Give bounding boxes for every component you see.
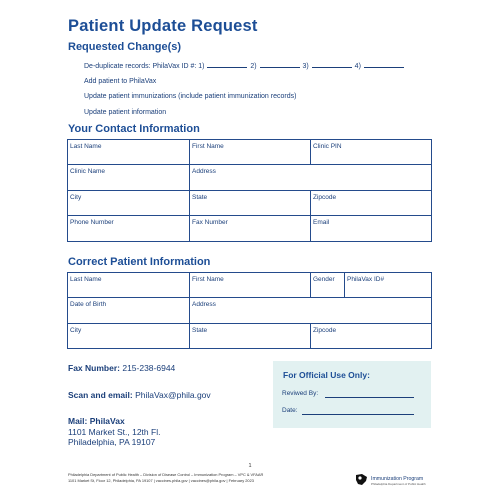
date-of-birth-field[interactable]: Date of Birth [68, 298, 190, 324]
page-title: Patient Update Request [68, 17, 258, 35]
contact-info-heading: Your Contact Information [68, 123, 200, 135]
update-patient-info-option[interactable]: Update patient information [84, 108, 167, 116]
immunization-program-logo [354, 472, 434, 488]
fax-label: Fax Number: [68, 363, 120, 373]
fax-submission [68, 363, 175, 373]
dedupe-label: De-duplicate records: PhilaVax ID #: 1) [84, 63, 205, 70]
patient-first-name-field[interactable]: First Name [190, 273, 311, 298]
philavax-id-3-field[interactable] [312, 60, 352, 68]
contact-first-name-field[interactable]: First Name [190, 140, 311, 165]
contact-info-table [67, 139, 432, 242]
contact-state-field[interactable]: State [190, 191, 311, 216]
patient-info-heading: Correct Patient Information [68, 256, 211, 268]
fax-number-field[interactable]: Fax Number [190, 216, 311, 242]
philavax-id-1-field[interactable] [207, 60, 247, 68]
official-use-heading: For Official Use Only: [283, 370, 370, 380]
mail-address-line1: 1101 Market St., 12th Fl. [68, 426, 161, 437]
email-value[interactable]: PhilaVax@phila.gov [135, 390, 211, 400]
footer-line-1: Philadelphia Department of Public Health – Division of Disease Control – Immunization Program – VPC & VFAAR [68, 472, 264, 477]
contact-address-field[interactable]: Address [190, 165, 432, 191]
dedupe-label-3: 3) [302, 63, 309, 70]
mail-submission [68, 416, 160, 448]
reviewed-by-label: Reviwed By: [282, 390, 319, 397]
clinic-name-field[interactable]: Clinic Name [68, 165, 190, 191]
add-patient-option[interactable]: Add patient to PhilaVax [84, 77, 157, 85]
date-field[interactable] [302, 414, 414, 415]
clinic-pin-field[interactable]: Clinic PIN [311, 140, 432, 165]
patient-city-field[interactable]: City [68, 324, 190, 349]
philavax-id-2-field[interactable] [260, 60, 300, 68]
email-submission [68, 390, 211, 400]
mail-address-line2: Philadelphia, PA 19107 [68, 437, 156, 447]
patient-state-field[interactable]: State [190, 324, 311, 349]
requested-changes-list [84, 60, 405, 122]
contact-zipcode-field[interactable]: Zipcode [311, 191, 432, 216]
patient-last-name-field[interactable]: Last Name [68, 273, 190, 298]
official-use-box [273, 361, 431, 428]
program-logo-icon [354, 472, 369, 487]
footer-line-2: 1101 Market St, Floor 12, Philadelphia, PA 19107 | vaccines.phila.gov | vaccines@phila.gov | February 2023 [68, 478, 254, 483]
contact-last-name-field[interactable]: Last Name [68, 140, 190, 165]
patient-zipcode-field[interactable]: Zipcode [311, 324, 432, 349]
date-label: Date: [282, 407, 298, 414]
contact-city-field[interactable]: City [68, 191, 190, 216]
dedupe-label-4: 4) [354, 63, 361, 70]
logo-text: Immunization Program [371, 476, 424, 482]
fax-value: 215-238-6944 [122, 363, 176, 373]
update-immunizations-option[interactable]: Update patient immunizations (include patient immunization records) [84, 93, 297, 100]
patient-address-field[interactable]: Address [190, 298, 432, 324]
mail-label: Mail: PhilaVax [68, 416, 125, 426]
requested-changes-heading: Requested Change(s) [68, 41, 182, 53]
logo-subtext: Philadelphia Department of Public Health [371, 482, 426, 486]
phone-number-field[interactable]: Phone Number [68, 216, 190, 242]
gender-field[interactable]: Gender [311, 273, 345, 298]
dedupe-label-2: 2) [250, 63, 257, 70]
philavax-id-field[interactable]: PhilaVax ID# [345, 273, 432, 298]
email-label: Scan and email: [68, 390, 133, 400]
patient-info-table [67, 272, 432, 349]
reviewed-by-field[interactable] [325, 397, 414, 398]
dedupe-option[interactable] [84, 60, 405, 76]
email-field[interactable]: Email [311, 216, 432, 242]
philavax-id-4-field[interactable] [364, 60, 404, 68]
page-number: 1 [248, 463, 252, 469]
